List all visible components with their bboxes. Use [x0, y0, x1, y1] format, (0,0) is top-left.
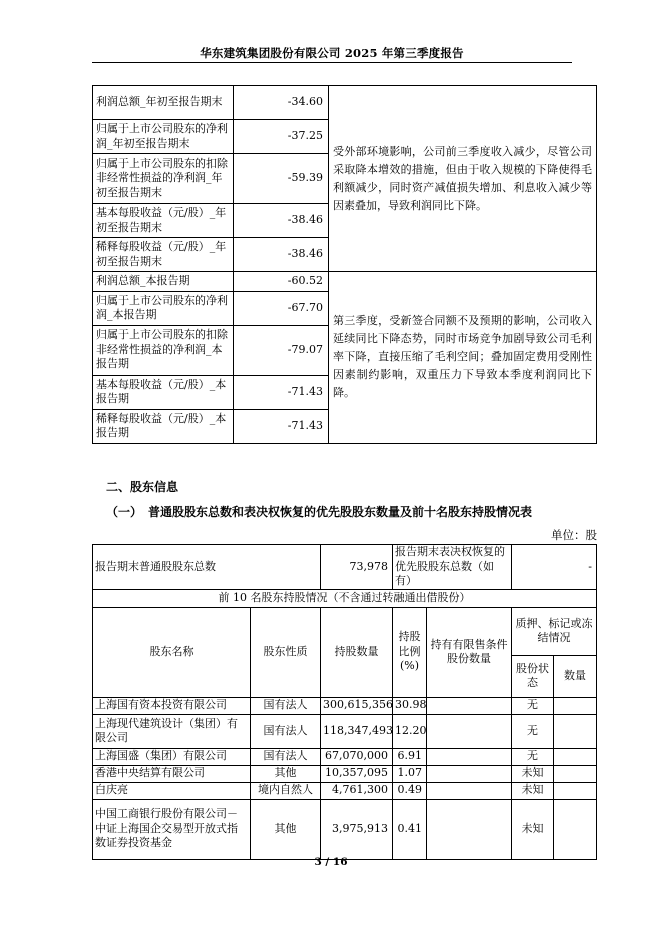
col-header-pledge-qty: 数量 [554, 655, 597, 697]
metric-label: 归属于上市公司股东的净利润_本报告期 [93, 291, 234, 325]
metric-label: 稀释每股收益（元/股）_本报告期 [93, 409, 234, 443]
holder-status: 无 [512, 714, 554, 748]
holder-ratio: 30.98 [393, 697, 427, 714]
metric-value: -38.46 [234, 238, 329, 272]
holder-shares: 67,070,000 [321, 748, 393, 765]
metric-label: 归属于上市公司股东的扣除非经常性损益的净利润_本报告期 [93, 325, 234, 375]
top10-title: 前 10 名股东持股情况（不含通过转融通出借股份） [93, 589, 597, 607]
holder-name: 上海国盛（集团）有限公司 [93, 748, 251, 765]
table-row [93, 86, 597, 120]
table-row [93, 714, 597, 748]
col-header-name: 股东名称 [93, 607, 251, 697]
holder-nature: 国有法人 [251, 748, 321, 765]
metric-label: 基本每股收益（元/股）_本报告期 [93, 375, 234, 409]
holder-shares: 4,761,300 [321, 782, 393, 799]
page-number: 3 / 16 [314, 856, 348, 868]
holder-restricted [427, 748, 512, 765]
section-title: 二、股东信息 [106, 480, 179, 494]
metric-value: -71.43 [234, 409, 329, 443]
metric-label: 利润总额_年初至报告期末 [93, 86, 234, 120]
holder-ratio: 1.07 [393, 765, 427, 782]
unit-label: 单位：股 [551, 528, 597, 542]
holder-nature: 其他 [251, 765, 321, 782]
holder-status: 未知 [512, 765, 554, 782]
holder-ratio: 0.49 [393, 782, 427, 799]
table-row [93, 697, 597, 714]
table-row [93, 782, 597, 799]
holder-qty [554, 799, 597, 859]
holder-qty [554, 748, 597, 765]
metric-value: -59.39 [234, 154, 329, 204]
metric-value: -71.43 [234, 375, 329, 409]
holder-shares: 300,615,356 [321, 697, 393, 714]
shareholder-table [92, 544, 597, 860]
holder-status: 未知 [512, 782, 554, 799]
table-row [93, 545, 597, 590]
holder-shares: 3,975,913 [321, 799, 393, 859]
holder-name: 上海现代建筑设计（集团）有限公司 [93, 714, 251, 748]
holder-name: 中国工商银行股份有限公司－中证上海国企交易型开放式指数证券投资基金 [93, 799, 251, 859]
holder-ratio: 12.20 [393, 714, 427, 748]
holder-qty [554, 765, 597, 782]
table-row [93, 589, 597, 607]
holder-name: 香港中央结算有限公司 [93, 765, 251, 782]
metric-value: -79.07 [234, 325, 329, 375]
holder-restricted [427, 782, 512, 799]
holder-shares: 118,347,493 [321, 714, 393, 748]
holder-shares: 10,357,095 [321, 765, 393, 782]
metric-value: -38.46 [234, 204, 329, 238]
col-header-restricted: 持有有限售条件股份数量 [427, 607, 512, 697]
metric-value: -34.60 [234, 86, 329, 120]
holder-name: 上海国有资本投资有限公司 [93, 697, 251, 714]
holder-name: 白庆亮 [93, 782, 251, 799]
holder-status: 未知 [512, 799, 554, 859]
preferred-holders-label: 报告期末表决权恢复的优先股股东总数（如有） [393, 545, 512, 590]
holder-restricted [427, 714, 512, 748]
table-row [93, 765, 597, 782]
metric-value: -60.52 [234, 272, 329, 292]
holder-nature: 其他 [251, 799, 321, 859]
ytd-reason-text: 受外部环境影响，公司前三季度收入减少，尽管公司采取降本增效的措施，但由于收入规模的下降使得毛利额减少，同时资产减值损失增加、利息收入减少等因素叠加，导致利润同比下降。 [329, 86, 597, 272]
holder-status: 无 [512, 748, 554, 765]
profit-change-table [92, 85, 597, 444]
total-holders-value: 73,978 [321, 545, 393, 590]
table-row [93, 748, 597, 765]
metric-label: 归属于上市公司股东的净利润_年初至报告期末 [93, 120, 234, 154]
holder-restricted [427, 799, 512, 859]
metric-label: 基本每股收益（元/股）_年初至报告期末 [93, 204, 234, 238]
col-header-pledge-status: 股份状态 [512, 655, 554, 697]
quarter-reason-text: 第三季度，受新签合同额不及预期的影响，公司收入延续同比下降态势，同时市场竞争加剧导致公司毛利率下降，直接压缩了毛利空间；叠加固定费用受刚性因素制约影响，双重压力下导致本季度利润同比下降。 [329, 272, 597, 444]
col-header-pledge-group: 质押、标记或冻结情况 [512, 607, 597, 655]
metric-label: 稀释每股收益（元/股）_年初至报告期末 [93, 238, 234, 272]
holder-restricted [427, 765, 512, 782]
holder-nature: 境内自然人 [251, 782, 321, 799]
total-holders-label: 报告期末普通股股东总数 [93, 545, 321, 590]
metric-value: -67.70 [234, 291, 329, 325]
col-header-nature: 股东性质 [251, 607, 321, 697]
holder-status: 无 [512, 697, 554, 714]
holder-qty [554, 782, 597, 799]
col-header-ratio: 持股比例(%) [393, 607, 427, 697]
preferred-holders-value: - [512, 545, 597, 590]
holder-ratio: 6.91 [393, 748, 427, 765]
holder-ratio: 0.41 [393, 799, 427, 859]
metric-label: 利润总额_本报告期 [93, 272, 234, 292]
holder-nature: 国有法人 [251, 714, 321, 748]
table-row [93, 799, 597, 859]
subsection-title: （一） 普通股股东总数和表决权恢复的优先股股东数量及前十名股东持股情况表 [106, 505, 533, 519]
holder-qty [554, 714, 597, 748]
col-header-shares: 持股数量 [321, 607, 393, 697]
metric-label: 归属于上市公司股东的扣除非经常性损益的净利润_年初至报告期末 [93, 154, 234, 204]
metric-value: -37.25 [234, 120, 329, 154]
table-header-row [93, 607, 597, 655]
page-header-title: 华东建筑集团股份有限公司 2025 年第三季度报告 [200, 46, 464, 60]
header-divider [92, 62, 572, 63]
holder-restricted [427, 697, 512, 714]
holder-qty [554, 697, 597, 714]
holder-nature: 国有法人 [251, 697, 321, 714]
table-row [93, 272, 597, 292]
